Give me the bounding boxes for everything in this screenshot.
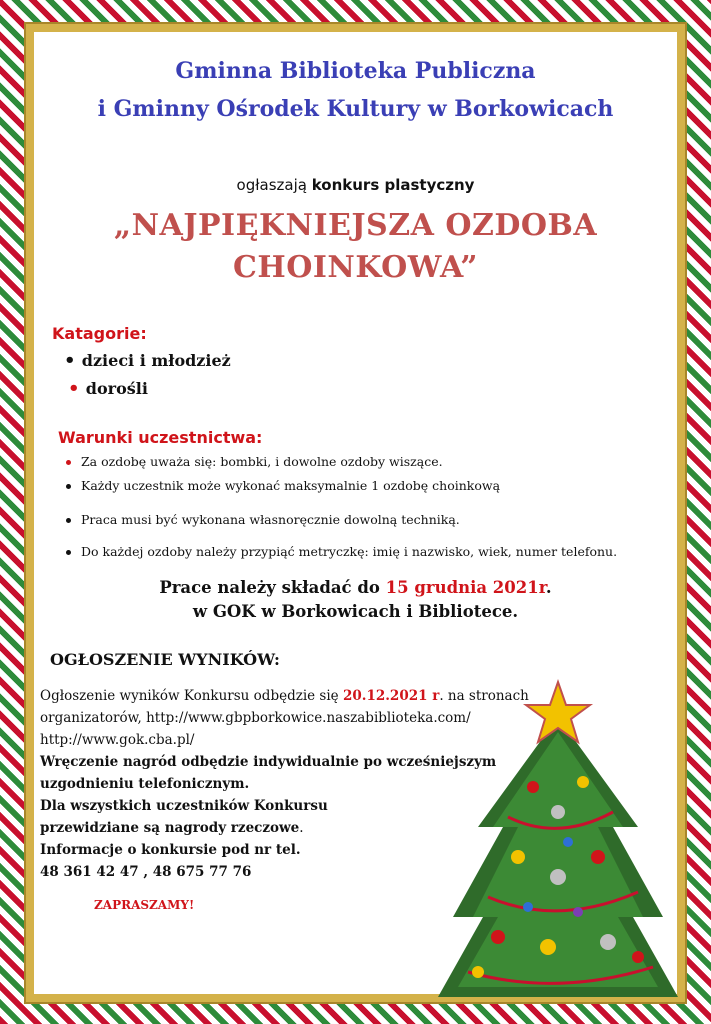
header-line1: Gminna Biblioteka Publiczna: [175, 58, 536, 84]
results-line3: http://www.gok.cba.pl/: [40, 732, 195, 748]
results-line9: 48 361 42 47 , 48 675 77 76: [40, 864, 252, 880]
bullet-icon: [66, 550, 71, 555]
condition-item-2: [66, 478, 500, 493]
announce-line: [34, 176, 677, 194]
results-line2: organizatorów, http://www.gbpborkowice.naszabiblioteka.com/: [40, 710, 471, 726]
announce-prefix: ogłaszają: [236, 176, 312, 194]
condition-text: Każdy uczestnik może wykonać maksymalnie 1 ozdobę choinkową: [81, 478, 501, 493]
condition-text: Za ozdobę uważa się: bombki, i dowolne ozdoby wiszące.: [81, 454, 443, 469]
bullet-icon: [66, 460, 71, 465]
results-text: .: [299, 820, 304, 836]
condition-text: Praca musi być wykonana własnoręcznie dowolną techniką.: [81, 512, 460, 527]
condition-item-4: [66, 544, 617, 559]
category-item-1: [64, 350, 231, 371]
bullet-icon: [66, 484, 71, 489]
condition-text: Do każdej ozdoby należy przypiąć metryczkę: imię i nazwisko, wiek, numer telefonu.: [81, 544, 618, 559]
deadline-date: 15 grudnia 2021r: [385, 578, 546, 597]
christmas-tree-icon: [438, 677, 678, 997]
poster: [34, 32, 677, 994]
deadline-line2: w GOK w Borkowicach i Bibliotece.: [192, 602, 519, 621]
categories-heading: Katagorie:: [52, 324, 147, 343]
contest-title-line2: CHOINKOWA”: [233, 250, 478, 285]
results-line6: Dla wszystkich uczestników Konkursu: [40, 798, 328, 814]
conditions-heading: Warunki uczestnictwa:: [58, 428, 263, 447]
contest-title-line1: „NAJPIĘKNIEJSZA OZDOBA: [113, 208, 598, 243]
results-text: przewidziane są nagrody rzeczowe: [40, 820, 300, 836]
results-date: 20.12.2021 r: [342, 688, 440, 704]
announce-bold: konkurs plastyczny: [311, 176, 475, 194]
category-label: dzieci i młodzież: [81, 351, 231, 370]
results-text: . na stronach: [439, 688, 529, 704]
results-text: Ogłoszenie wyników Konkursu odbędzie się: [40, 688, 343, 704]
header-line2: i Gminny Ośrodek Kultury w Borkowicach: [97, 96, 614, 122]
invite-text: ZAPRASZAMY!: [94, 898, 195, 912]
condition-item-3: [66, 512, 460, 527]
results-line5: uzgodnieniu telefonicznym.: [40, 776, 250, 792]
category-label: dorośli: [85, 379, 148, 398]
deadline-suffix: .: [545, 578, 552, 597]
results-line8: Informacje o konkursie pod nr tel.: [40, 842, 301, 858]
bullet-icon: [66, 518, 71, 523]
results-line7: [40, 820, 304, 836]
bullet-icon: •: [68, 378, 86, 399]
condition-item-1: [66, 454, 443, 469]
bullet-icon: •: [64, 350, 82, 371]
results-line4: Wręczenie nagród odbędzie indywidualnie po wcześniejszym: [40, 754, 497, 770]
deadline-line1: [34, 578, 677, 597]
results-heading: OGŁOSZENIE WYNIKÓW:: [50, 650, 280, 669]
deadline-prefix: Prace należy składać do: [159, 578, 386, 597]
category-item-2: [68, 378, 148, 399]
